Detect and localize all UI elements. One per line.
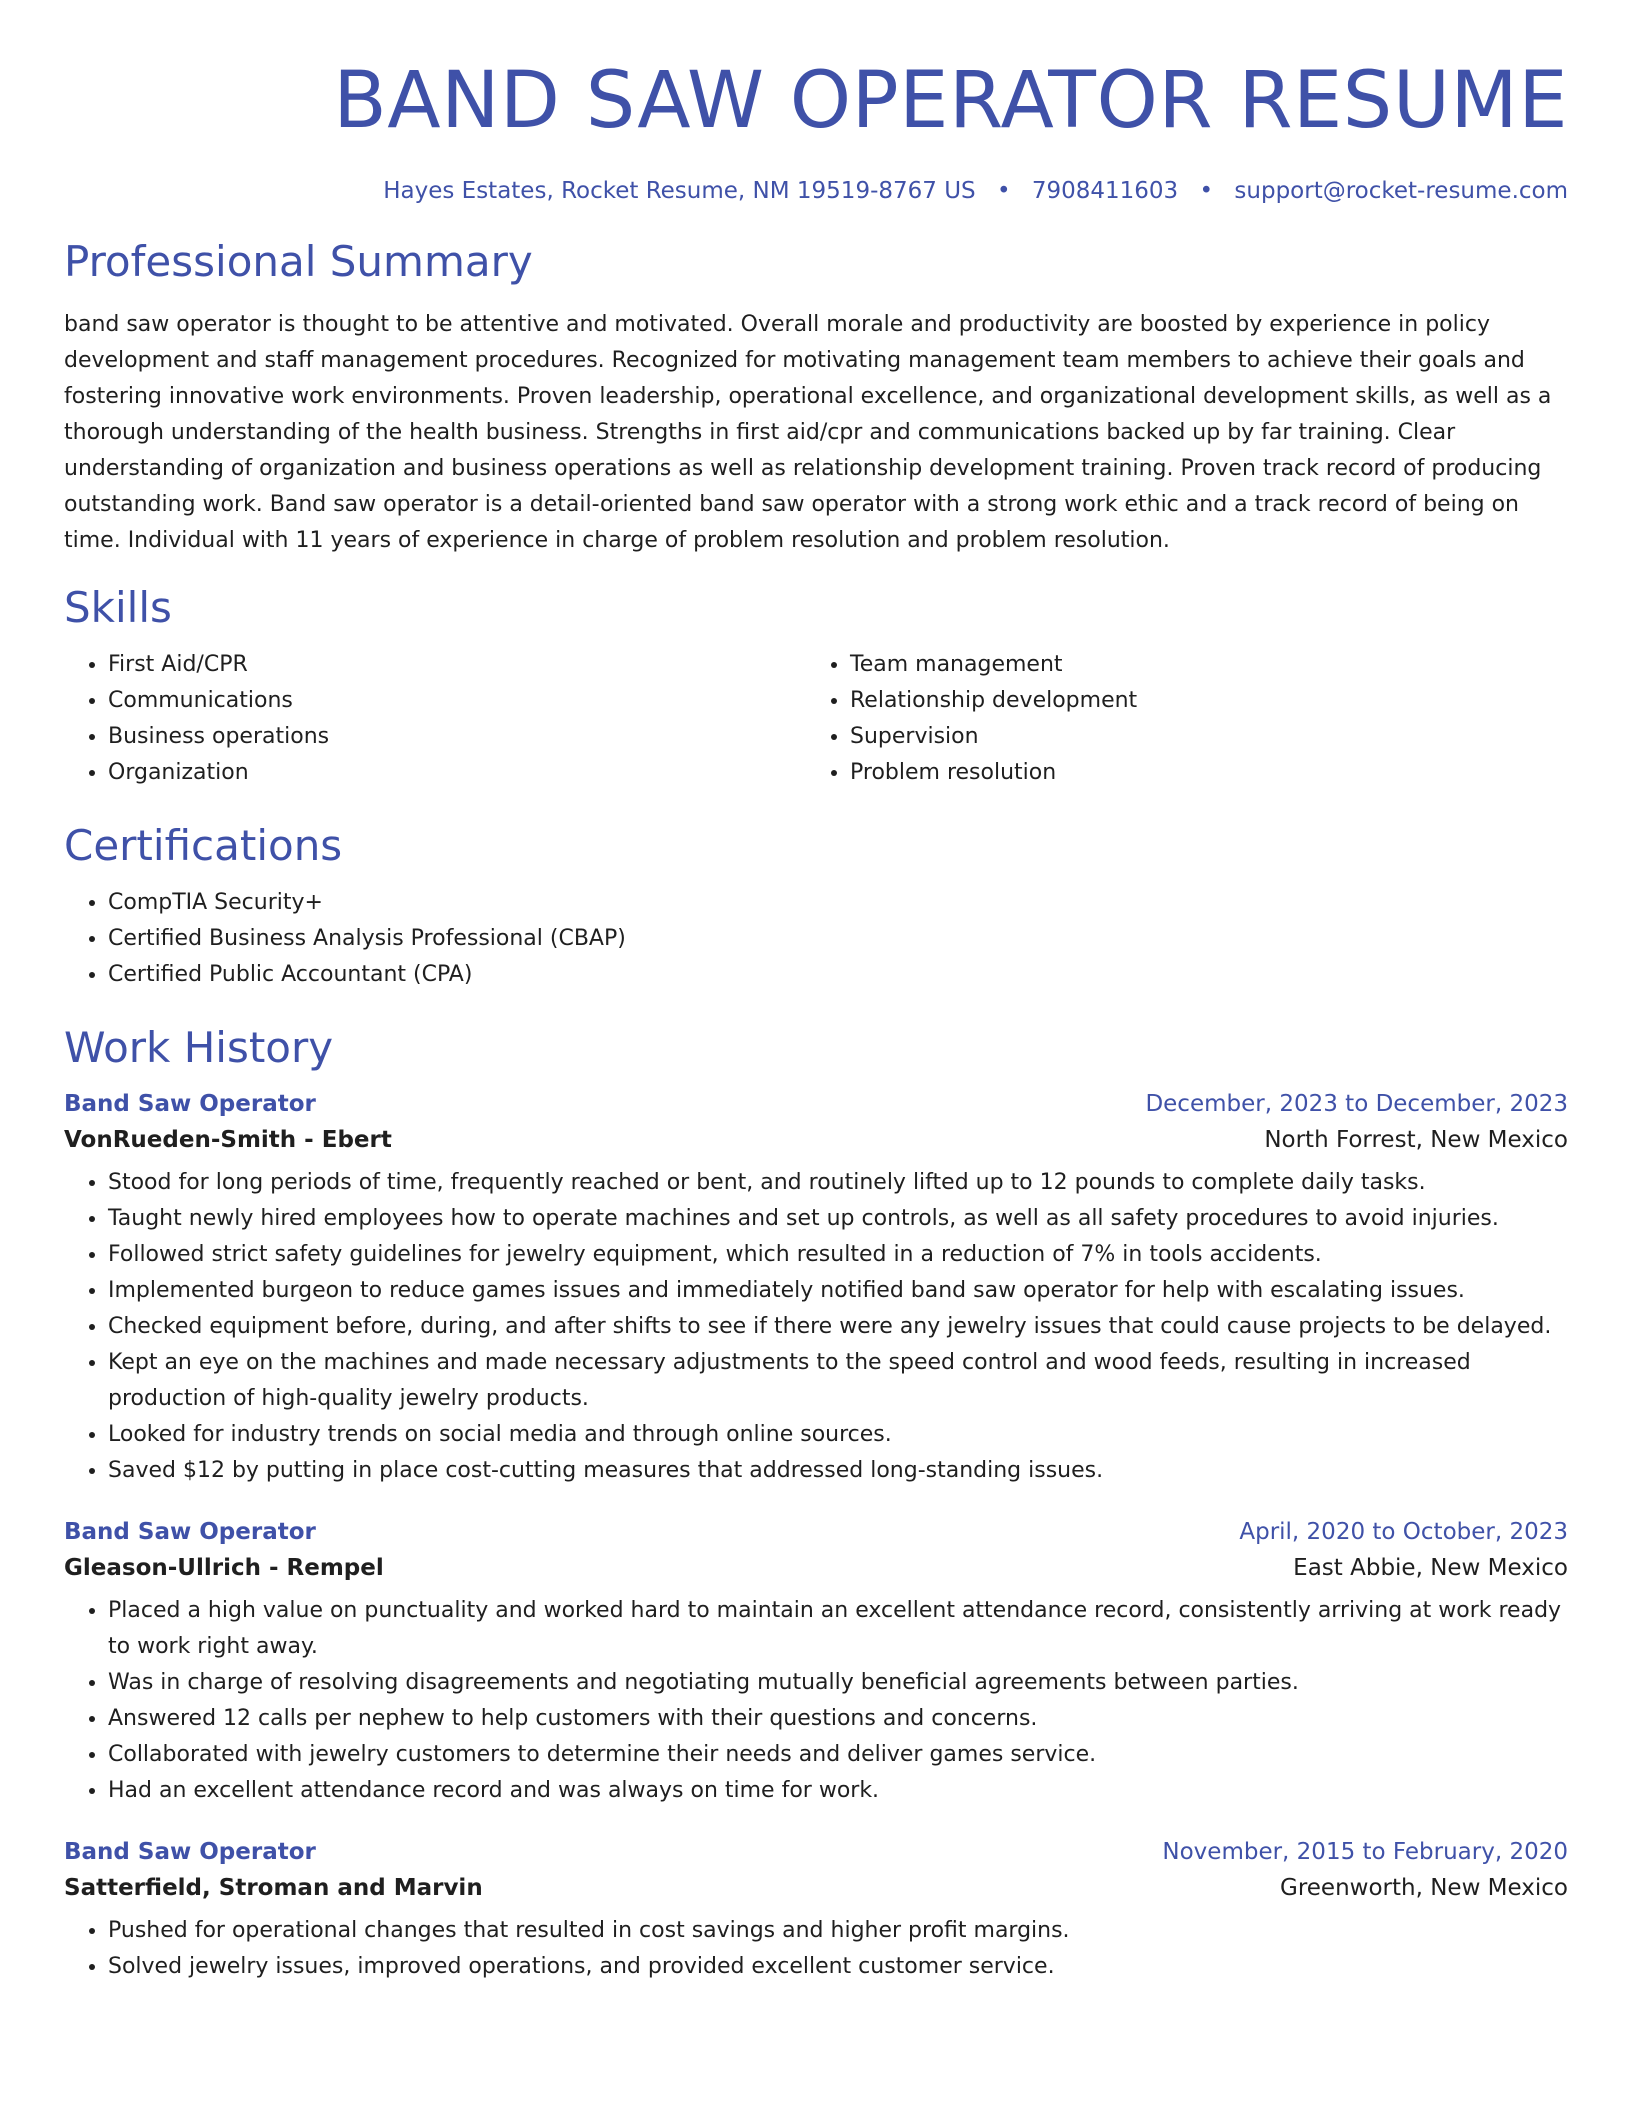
skills-heading: Skills [64,583,172,632]
skill-item: • Business operations [108,719,806,755]
skill-item: • Supervision [850,719,1548,755]
job-bullet: • Checked equipment before, during, and after shifts to see if there were any jewelry issues that could cause projects to be delayed. [108,1309,1568,1345]
job-company: Gleason-Ullrich - Rempel [64,1555,384,1581]
job-location: East Abbie, New Mexico [1293,1555,1568,1581]
job-bullet: • Kept an eye on the machines and made necessary adjustments to the speed control and wood feeds, resulting in increased production of high-quality jewelry products. [108,1345,1568,1417]
job-header-row [64,1839,1568,1865]
skills-grid [64,647,1568,791]
job-bullet: • Saved $12 by putting in place cost-cutting measures that addressed long-standing issues. [108,1453,1568,1489]
certification-item: • Certified Public Accountant (CPA) [108,957,1568,993]
job-bullet: • Pushed for operational changes that resulted in cost savings and higher profit margins. [108,1913,1568,1949]
job-bullets [64,1593,1568,1809]
job-bullets [64,1165,1568,1489]
skill-item: • Team management [850,647,1548,683]
skills-list-right [806,647,1548,791]
skill-item: • Relationship development [850,683,1548,719]
skill-item: • Problem resolution [850,755,1548,791]
job-location: Greenworth, New Mexico [1280,1875,1568,1901]
contact-address: Hayes Estates, Rocket Resume, NM 19519-8767 US [383,178,976,204]
contact-separator: • [996,178,1011,204]
job-entry [64,1839,1568,1985]
skill-item: • Communications [108,683,806,719]
job-bullet: • Collaborated with jewelry customers to determine their needs and deliver games service. [108,1737,1568,1773]
contact-email: support@rocket-resume.com [1234,178,1568,204]
certification-item: • CompTIA Security+ [108,885,1568,921]
contact-line [64,180,1568,203]
job-company: Satterfield, Stroman and Marvin [64,1875,483,1901]
certification-item: • Certified Business Analysis Professional (CBAP) [108,921,1568,957]
job-bullets [64,1913,1568,1985]
job-bullet: • Was in charge of resolving disagreements and negotiating mutually beneficial agreements between parties. [108,1665,1568,1701]
job-dates: April, 2020 to October, 2023 [1239,1519,1568,1545]
contact-separator: • [1199,178,1214,204]
job-company-row [64,1555,1568,1581]
job-bullet: • Followed strict safety guidelines for jewelry equipment, which resulted in a reduction of 7% in tools accidents. [108,1237,1568,1273]
job-company-row [64,1127,1568,1153]
job-bullet: • Implemented burgeon to reduce games issues and immediately notified band saw operator for help with escalating issues. [108,1273,1568,1309]
summary-text: band saw operator is thought to be attentive and motivated. Overall morale and productivity are boosted by experience in policy development and staff management procedures. Recognized for motivating management team members to achieve their goals and fostering innovative work environments. Proven leadership, operational excellence, and organizational development skills, as well as a thorough understanding of the health business. Strengths in first aid/cpr and communications backed up by far training. Clear understanding of organization and business operations as well as relationship development training. Proven track record of producing outstanding work. Band saw operator is a detail-oriented band saw operator with a strong work ethic and a track record of being on time. Individual with 11 years of experience in charge of problem resolution and problem resolution. [64,312,1552,553]
skill-item: • Organization [108,755,806,791]
work-history-heading: Work History [64,1023,334,1072]
skill-item: • First Aid/CPR [108,647,806,683]
job-title: Band Saw Operator [64,1839,316,1865]
job-bullet: • Solved jewelry issues, improved operations, and provided excellent customer service. [108,1949,1568,1985]
job-title: Band Saw Operator [64,1519,316,1545]
job-dates: December, 2023 to December, 2023 [1145,1091,1568,1117]
job-dates: November, 2015 to February, 2020 [1162,1839,1568,1865]
skills-list-left [64,647,806,791]
certifications-heading: Certifications [64,821,343,870]
contact-phone: 7908411603 [1031,178,1179,204]
job-title: Band Saw Operator [64,1091,316,1117]
job-bullet: • Had an excellent attendance record and was always on time for work. [108,1773,1568,1809]
job-company: VonRueden-Smith - Ebert [64,1127,392,1153]
job-entry [64,1519,1568,1809]
job-bullet: • Stood for long periods of time, frequently reached or bent, and routinely lifted up to 12 pounds to complete daily tasks. [108,1165,1568,1201]
resume-title: BAND SAW OPERATOR RESUME [333,56,1568,146]
job-bullet: • Taught newly hired employees how to operate machines and set up controls, as well as all safety procedures to avoid injuries. [108,1201,1568,1237]
job-company-row [64,1875,1568,1901]
job-header-row [64,1091,1568,1117]
resume-page [64,0,1568,1985]
job-header-row [64,1519,1568,1545]
summary-heading: Professional Summary [64,237,533,286]
job-bullet: • Answered 12 calls per nephew to help customers with their questions and concerns. [108,1701,1568,1737]
job-location: North Forrest, New Mexico [1264,1127,1568,1153]
job-bullet: • Placed a high value on punctuality and worked hard to maintain an excellent attendance record, consistently arriving at work ready to work right away. [108,1593,1568,1665]
job-entry [64,1091,1568,1489]
job-bullet: • Looked for industry trends on social media and through online sources. [108,1417,1568,1453]
certifications-list [64,885,1568,993]
